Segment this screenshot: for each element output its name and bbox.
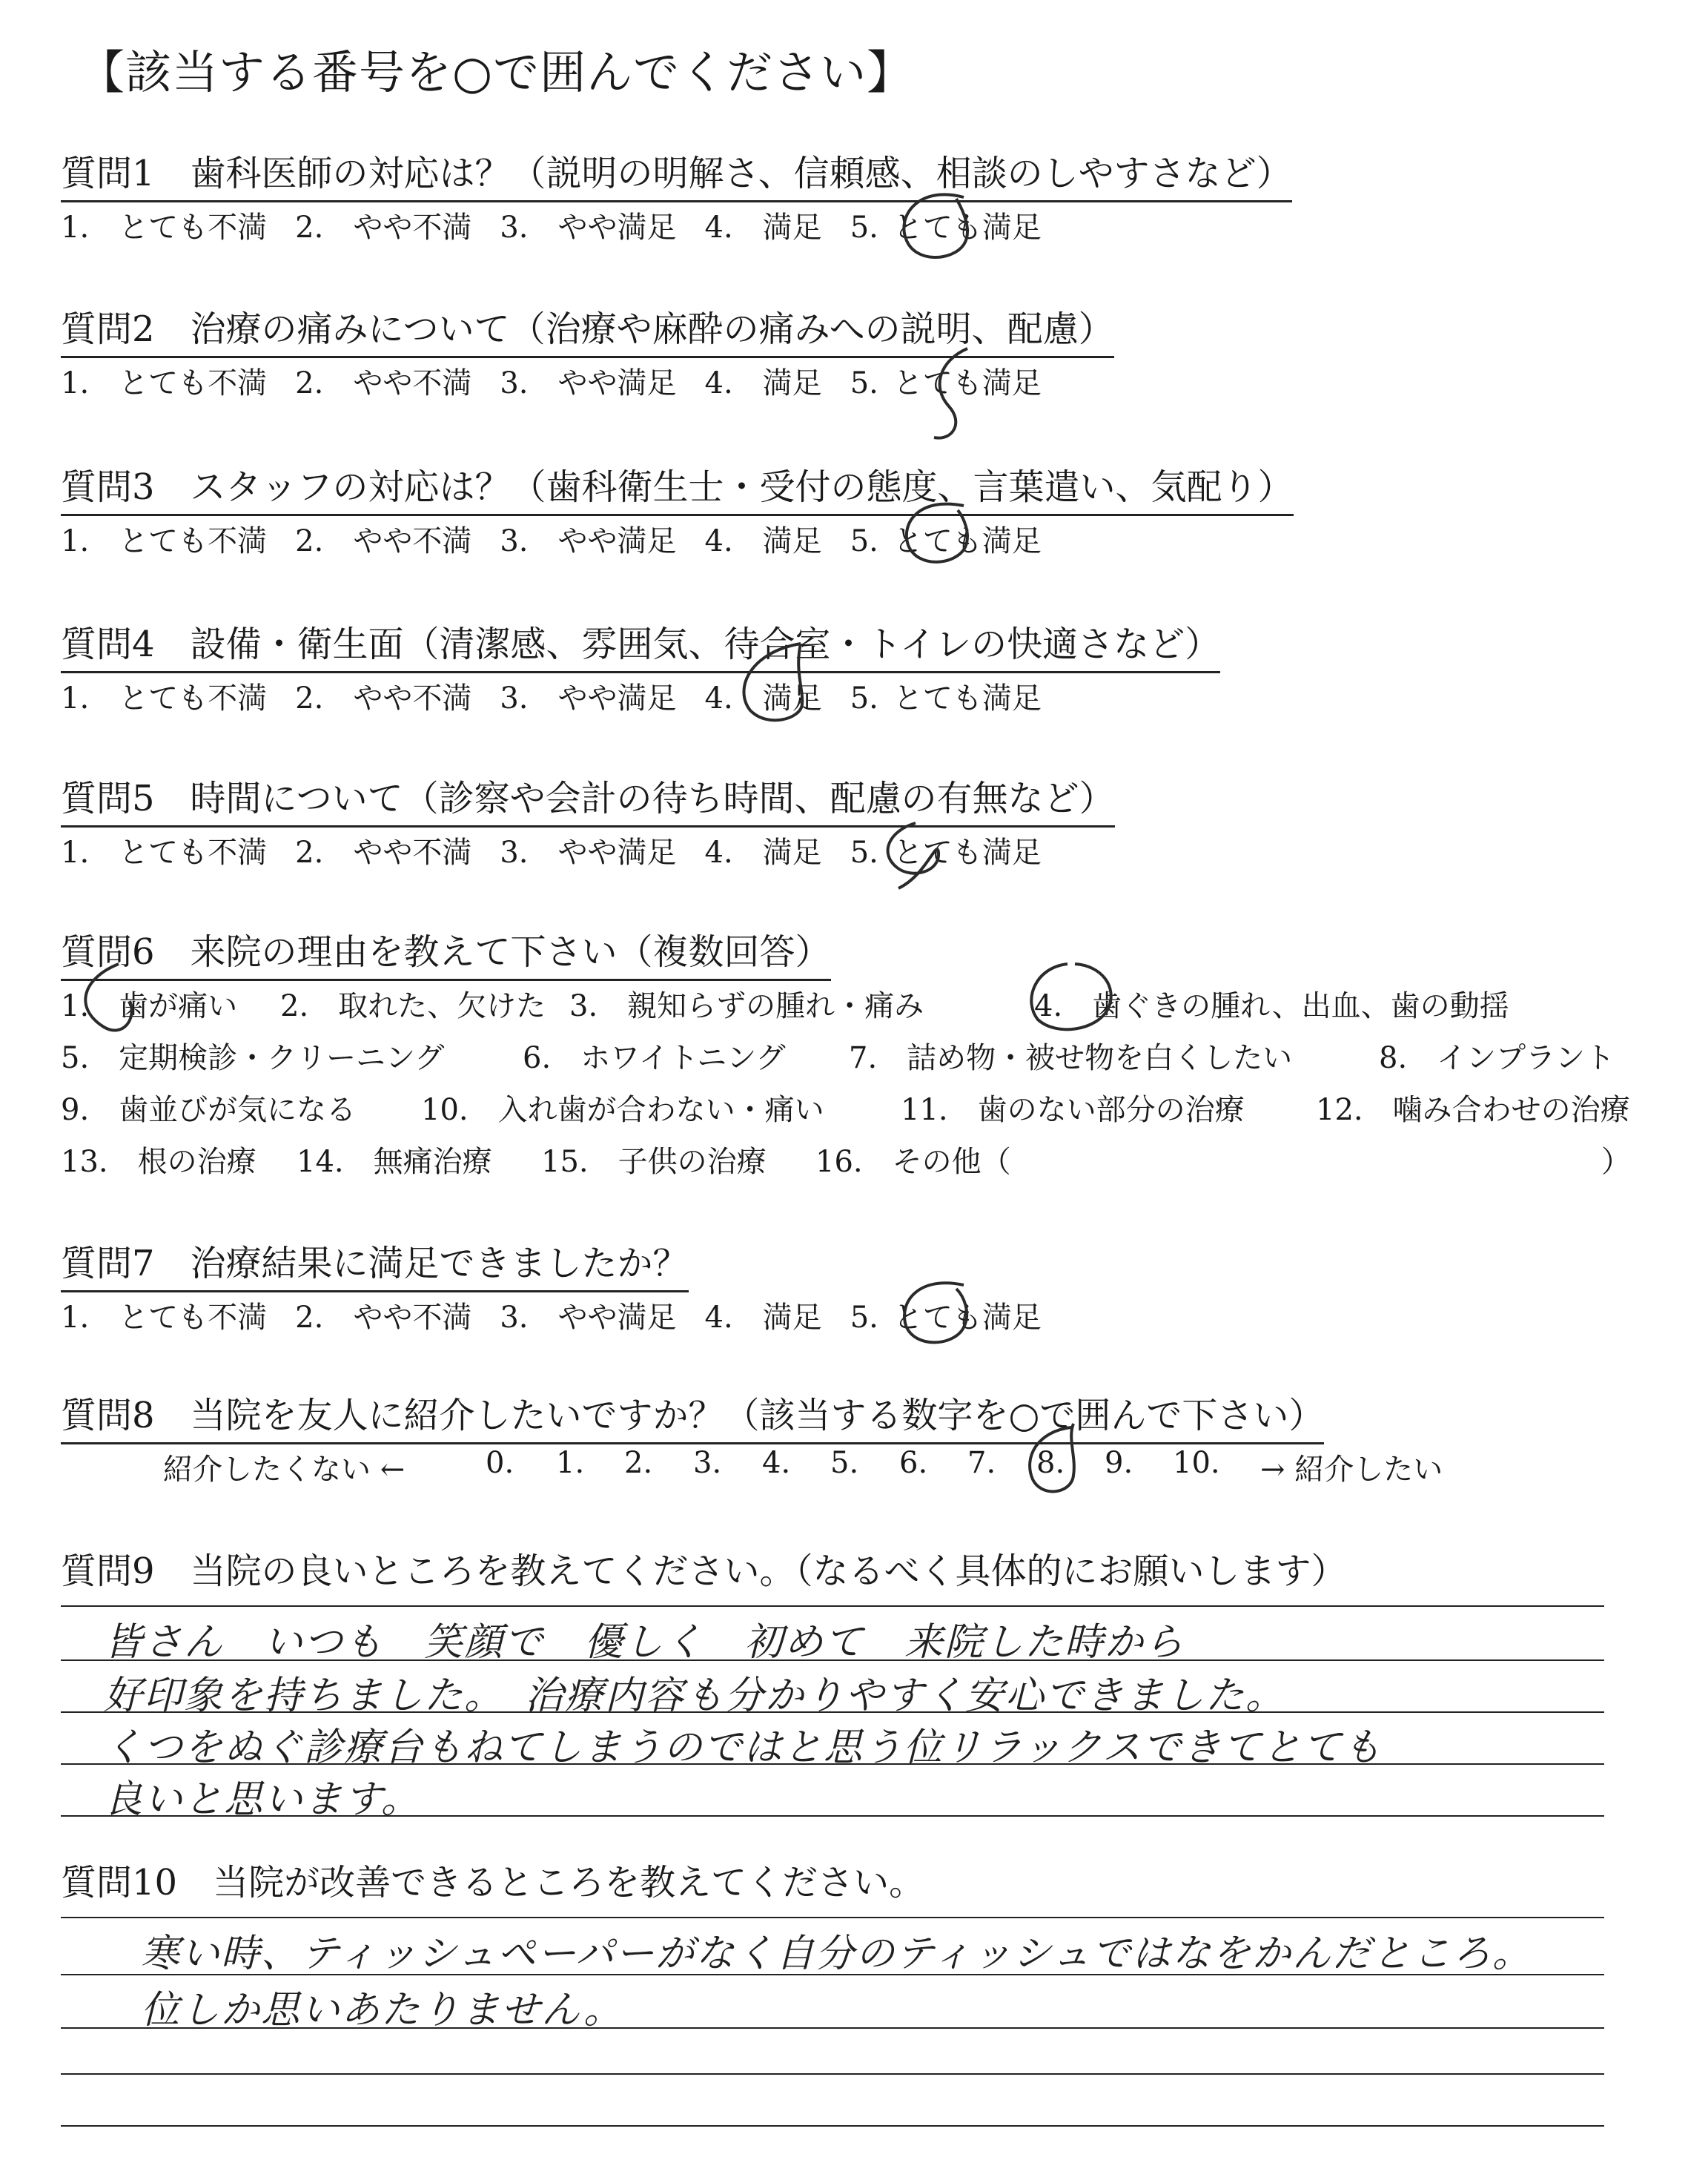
q3-options: [61, 518, 1070, 560]
q6-title: 質問6 来院の理由を教えて下さい（複数回答）: [61, 923, 831, 981]
q1-title: 質問1 歯科医師の対応は？（説明の明解さ、信頼感、相談のしやすさなど）: [61, 145, 1292, 202]
q5-option-1[interactable]: 1. とても不満: [61, 836, 268, 870]
q4-option-2[interactable]: 2. やや不満: [295, 681, 472, 716]
q1-option-3[interactable]: 3. やや満足: [500, 211, 677, 245]
q5-options: [61, 829, 1070, 871]
q7-option-5-number[interactable]: 5.: [850, 1301, 878, 1335]
q3-option-1[interactable]: 1. とても不満: [61, 524, 268, 558]
q3-option-3[interactable]: 3. やや満足: [500, 524, 677, 558]
q5-option-5-label[interactable]: とても満足: [893, 836, 1042, 870]
q9-rule-1: [61, 1605, 1604, 1607]
q6-item-3[interactable]: 3. 親知らずの腫れ・痛み: [569, 989, 924, 1023]
q5-option-5-number[interactable]: 5.: [850, 836, 878, 870]
q4-option-1[interactable]: 1. とても不満: [61, 681, 268, 716]
q9-answer-line-3[interactable]: くつをぬぐ診療台もねてしまうのではと思う位リラックスできてとても: [104, 1725, 1383, 1770]
q8-number-2[interactable]: 2.: [624, 1446, 653, 1480]
q4-option-4[interactable]: 4. 満足: [704, 681, 822, 716]
q6-item-10[interactable]: 10. 入れ歯が合わない・痛い: [421, 1093, 824, 1127]
q6-item-16[interactable]: 16. その他（: [815, 1145, 1011, 1179]
q2-option-4[interactable]: 4. 満足: [704, 366, 822, 400]
q9-title: 質問9 当院の良いところを教えてください。（なるべく具体的にお願いします）: [61, 1550, 1347, 1592]
q4-option-5-number[interactable]: 5.: [850, 681, 878, 716]
q8-number-8[interactable]: 8.: [1036, 1446, 1065, 1480]
q1-option-1[interactable]: 1. とても不満: [61, 211, 268, 245]
q6-item-2[interactable]: 2. 取れた、欠けた: [280, 989, 546, 1023]
q6-item-4[interactable]: 4. 歯ぐきの腫れ、出血、歯の動揺: [1034, 989, 1509, 1023]
q4-option-3[interactable]: 3. やや満足: [500, 681, 677, 716]
q8-number-10[interactable]: 10.: [1173, 1446, 1220, 1480]
q6-item-9[interactable]: 9. 歯並びが気になる: [61, 1093, 357, 1127]
q2-option-5-number[interactable]: 5.: [850, 366, 878, 400]
q8-number-0[interactable]: 0.: [486, 1446, 514, 1480]
q6-item-13[interactable]: 13. 根の治療: [61, 1145, 256, 1179]
q9-answer-line-2[interactable]: 好印象を持ちました。 治療内容も分かりやすく安心できました。: [104, 1674, 1286, 1718]
q8-number-7[interactable]: 7.: [967, 1446, 996, 1480]
q10-rule-1: [61, 1917, 1604, 1918]
q9-answer-line-1[interactable]: 皆さん いつも 笑顔で 優しく 初めて 来院した時から: [104, 1620, 1185, 1665]
q6-item-5[interactable]: 5. 定期検診・クリーニング: [61, 1041, 445, 1075]
q7-title: 質問7 治療結果に満足できましたか？: [61, 1235, 689, 1292]
q8-title: 質問8 当院を友人に紹介したいですか？（該当する数字を○で囲んで下さい）: [61, 1387, 1324, 1444]
q6-item-15[interactable]: 15. 子供の治療: [541, 1145, 767, 1179]
q8-number-1[interactable]: 1.: [556, 1446, 585, 1480]
q1-options: [61, 204, 1070, 246]
q1-option-4[interactable]: 4. 満足: [704, 211, 822, 245]
q8-number-4[interactable]: 4.: [762, 1446, 791, 1480]
q3-option-4[interactable]: 4. 満足: [704, 524, 822, 558]
q3-title: 質問3 スタッフの対応は？（歯科衛生士・受付の態度、言葉遣い、気配り）: [61, 458, 1294, 516]
q7-options: [61, 1294, 1070, 1336]
q2-option-3[interactable]: 3. やや満足: [500, 366, 677, 400]
q7-option-5-label[interactable]: とても満足: [893, 1301, 1042, 1335]
q8-right-label: → 紹介したい: [1260, 1453, 1443, 1487]
page-header: 【該当する番号を○で囲んでください】: [79, 45, 914, 99]
q6-item-11[interactable]: 11. 歯のない部分の治療: [901, 1093, 1245, 1127]
q10-rule-4: [61, 2073, 1604, 2075]
q10-title: 質問10 当院が改善できるところを教えてください。: [61, 1862, 925, 1903]
q8-left-label: 紹介したくない ←: [163, 1453, 406, 1487]
q4-title: 質問4 設備・衛生面（清潔感、雰囲気、待合室・トイレの快適さなど）: [61, 615, 1220, 673]
q10-answer-line-1[interactable]: 寒い時、ティッシュペーパーがなく自分のティッシュではなをかんだところ。: [141, 1932, 1533, 1976]
q3-option-5-label[interactable]: とても満足: [893, 524, 1042, 558]
q4-option-5-label[interactable]: とても満足: [893, 681, 1042, 716]
q6-item-8[interactable]: 8. インプラント: [1379, 1041, 1615, 1075]
q6-item-12[interactable]: 12. 噛み合わせの治療: [1316, 1093, 1630, 1127]
q6-item-14[interactable]: 14. 無痛治療: [297, 1145, 492, 1179]
q9-answer-line-4[interactable]: 良いと思います。: [104, 1777, 421, 1822]
q1-option-2[interactable]: 2. やや不満: [295, 211, 472, 245]
q1-option-5-label[interactable]: とても満足: [893, 211, 1042, 245]
q2-option-2[interactable]: 2. やや不満: [295, 366, 472, 400]
q10-rule-5: [61, 2125, 1604, 2127]
q5-title: 質問5 時間について（診察や会計の待ち時間、配慮の有無など）: [61, 770, 1115, 828]
q8-number-6[interactable]: 6.: [899, 1446, 928, 1480]
q3-option-2[interactable]: 2. やや不満: [295, 524, 472, 558]
q4-options: [61, 675, 1070, 717]
q10-answer-line-2[interactable]: 位しか思いあたりません。: [141, 1988, 624, 2032]
q7-option-1[interactable]: 1. とても不満: [61, 1301, 268, 1335]
q8-number-5[interactable]: 5.: [830, 1446, 859, 1480]
q5-option-3[interactable]: 3. やや満足: [500, 836, 677, 870]
q2-title: 質問2 治療の痛みについて（治療や麻酔の痛みへの説明、配慮）: [61, 300, 1114, 358]
q2-option-1[interactable]: 1. とても不満: [61, 366, 268, 400]
q5-option-2[interactable]: 2. やや不満: [295, 836, 472, 870]
q5-option-4[interactable]: 4. 満足: [704, 836, 822, 870]
q6-item-1[interactable]: 1. 歯が痛い: [61, 989, 238, 1023]
q6-item-16-close-paren: ）: [1601, 1145, 1631, 1179]
q7-option-4[interactable]: 4. 満足: [704, 1301, 822, 1335]
q8-number-3[interactable]: 3.: [693, 1446, 722, 1480]
q7-option-2[interactable]: 2. やや不満: [295, 1301, 472, 1335]
q2-options: [61, 360, 1070, 402]
q3-option-5-number[interactable]: 5.: [850, 524, 878, 558]
q8-number-9[interactable]: 9.: [1105, 1446, 1133, 1480]
q1-option-5-number[interactable]: 5.: [850, 211, 878, 245]
q6-item-6[interactable]: 6. ホワイトニング: [523, 1041, 786, 1075]
q2-option-5-label[interactable]: とても満足: [893, 366, 1042, 400]
q7-option-3[interactable]: 3. やや満足: [500, 1301, 677, 1335]
q6-item-7[interactable]: 7. 詰め物・被せ物を白くしたい: [849, 1041, 1293, 1075]
